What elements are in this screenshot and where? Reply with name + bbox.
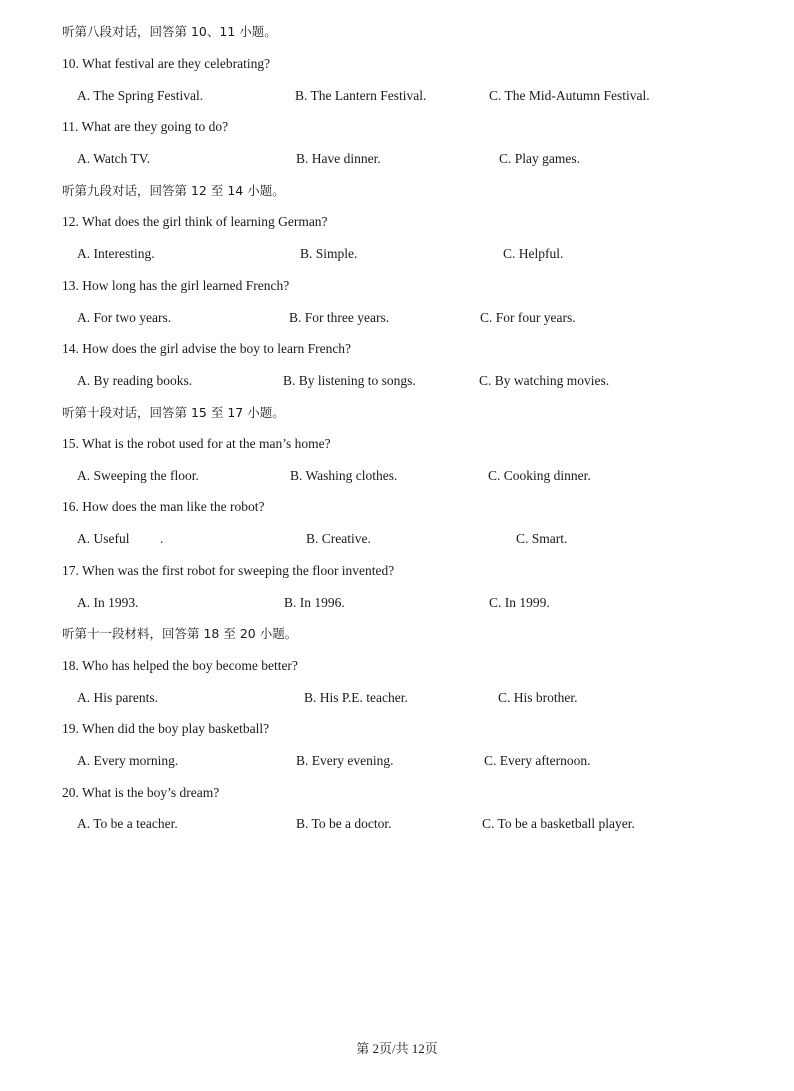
q18-option-b: B. His P.E. teacher. xyxy=(304,690,408,705)
q10-option-b: B. The Lantern Festival. xyxy=(295,88,427,103)
q17-option-c: C. In 1999. xyxy=(489,595,550,610)
question-16: 16. How does the man like the robot? xyxy=(62,499,265,514)
q16-option-c: C. Smart. xyxy=(516,531,568,546)
q13-option-b: B. For three years. xyxy=(289,310,390,325)
q15-option-c: C. Cooking dinner. xyxy=(488,468,591,483)
q12-option-b: B. Simple. xyxy=(300,246,358,261)
q19-option-c: C. Every afternoon. xyxy=(484,753,591,768)
section-heading-10: 听第十段对话，回答第 15 至 17 小题。 xyxy=(62,405,285,420)
q20-option-b: B. To be a doctor. xyxy=(296,816,392,831)
q12-option-c: C. Helpful. xyxy=(503,246,564,261)
section-heading-9: 听第九段对话，回答第 12 至 14 小题。 xyxy=(62,183,285,198)
q11-option-c: C. Play games. xyxy=(499,151,580,166)
q13-option-a: A. For two years. xyxy=(77,310,172,325)
question-19: 19. When did the boy play basketball? xyxy=(62,721,270,736)
question-14: 14. How does the girl advise the boy to learn French? xyxy=(62,341,352,356)
q18-option-a: A. His parents. xyxy=(77,690,158,705)
q15-option-a: A. Sweeping the floor. xyxy=(77,468,199,483)
q10-option-a: A. The Spring Festival. xyxy=(77,88,204,103)
q12-option-a: A. Interesting. xyxy=(77,246,155,261)
question-18: 18. Who has helped the boy become better? xyxy=(62,658,298,673)
q15-option-b: B. Washing clothes. xyxy=(290,468,398,483)
question-15: 15. What is the robot used for at the man’s home? xyxy=(62,436,331,451)
q19-option-b: B. Every evening. xyxy=(296,753,394,768)
question-13: 13. How long has the girl learned French? xyxy=(62,278,290,293)
q14-option-c: C. By watching movies. xyxy=(479,373,610,388)
q14-option-a: A. By reading books. xyxy=(77,373,193,388)
question-12: 12. What does the girl think of learning German? xyxy=(62,214,328,229)
question-10: 10. What festival are they celebrating? xyxy=(62,56,271,71)
section-heading-11: 听第十一段材料，回答第 18 至 20 小题。 xyxy=(62,626,298,641)
question-20: 20. What is the boy’s dream? xyxy=(62,785,220,800)
q17-option-a: A. In 1993. xyxy=(77,595,139,610)
q18-option-c: C. His brother. xyxy=(498,690,578,705)
q16-option-a: A. Useful xyxy=(77,531,130,546)
page-number-footer: 第 2页/共 12页 xyxy=(356,1041,438,1056)
question-11: 11. What are they going to do? xyxy=(62,119,229,134)
q14-option-b: B. By listening to songs. xyxy=(283,373,416,388)
q20-option-a: A. To be a teacher. xyxy=(77,816,178,831)
section-heading-8: 听第八段对话，回答第 10、11 小题。 xyxy=(62,24,277,39)
q16-option-b: B. Creative. xyxy=(306,531,371,546)
q19-option-a: A. Every morning. xyxy=(77,753,179,768)
q11-option-b: B. Have dinner. xyxy=(296,151,381,166)
question-17: 17. When was the first robot for sweeping the floor invented? xyxy=(62,563,395,578)
q13-option-c: C. For four years. xyxy=(480,310,576,325)
q11-option-a: A. Watch TV. xyxy=(77,151,151,166)
q16-option-a-stray-dot: . xyxy=(160,531,164,546)
q10-option-c: C. The Mid-Autumn Festival. xyxy=(489,88,650,103)
q20-option-c: C. To be a basketball player. xyxy=(482,816,635,831)
q17-option-b: B. In 1996. xyxy=(284,595,345,610)
